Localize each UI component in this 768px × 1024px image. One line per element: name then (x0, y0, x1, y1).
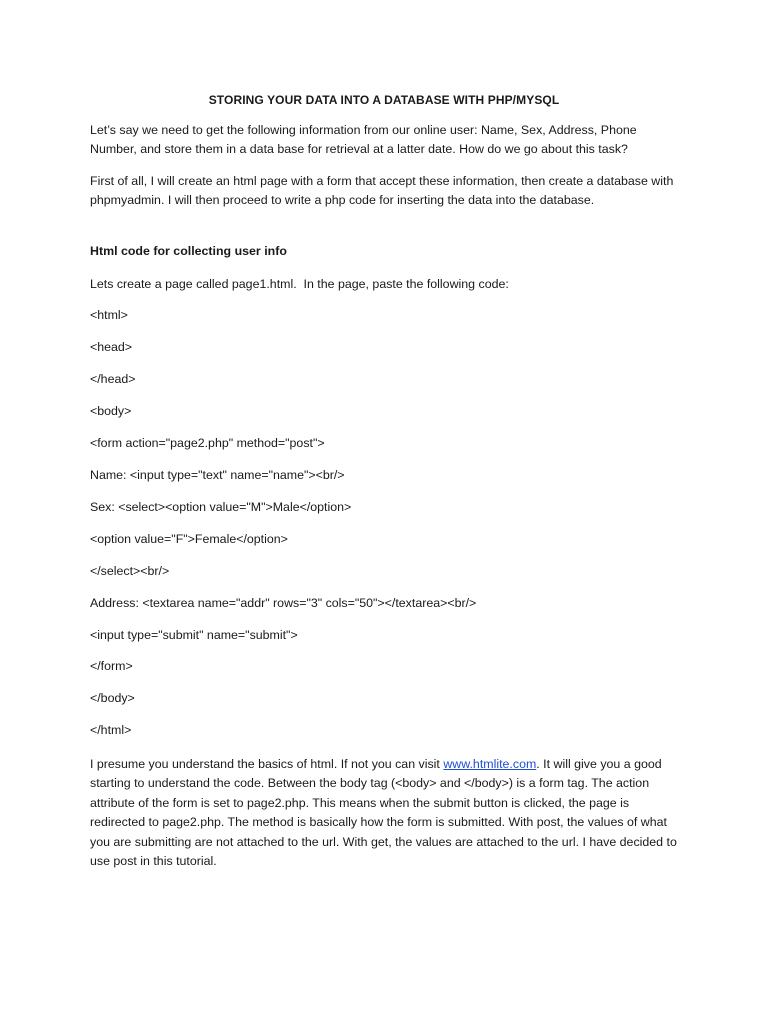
code-line: <option value="F">Female</option> (90, 532, 288, 546)
code-line: </select><br/> (90, 564, 170, 578)
code-line: <head> (90, 340, 133, 354)
intro-paragraph: Let’s say we need to get the following information from our online user: Name, Sex, Address, Phone Number, and store them in a data base for retrieval at a latter date. How do we go about this task? (90, 123, 637, 157)
plan-paragraph: First of all, I will create an html page with a form that accept these information, then create a database with phpmyadmin. I will then proceed to write a php code for inserting the data into the database. (90, 174, 674, 208)
code-line: </form> (90, 659, 133, 673)
code-line: </body> (90, 691, 135, 705)
document-title: STORING YOUR DATA INTO A DATABASE WITH PHP/MYSQL (208, 93, 560, 107)
code-line: <input type="submit" name="submit"> (90, 628, 298, 642)
code-line: <body> (90, 404, 132, 418)
code-line: Name: <input type="text" name="name"><br/> (90, 468, 345, 482)
code-line: <html> (90, 308, 128, 322)
code-line: </html> (90, 723, 132, 737)
code-line: </head> (90, 372, 136, 386)
code-line: Address: <textarea name="addr" rows="3" cols="50"></textarea><br/> (90, 596, 477, 610)
section-heading: Html code for collecting user info (90, 244, 287, 258)
explanation-paragraph (90, 755, 680, 871)
code-line: Sex: <select><option value="M">Male</option> (90, 500, 352, 514)
htmlite-link[interactable]: www.htmlite.com (443, 757, 537, 771)
explanation-text: I presume you understand the basics of html. If not you can visit (90, 757, 444, 771)
page-instruction: Lets create a page called page1.html. In the page, paste the following code: (90, 277, 509, 291)
explanation-text: . It will give you a good starting to understand the code. Between the body tag (<body> and </body>) is a form tag. The action attribute of the form is set to page2.php. This means when the submit button is clicked, the page is redirected to page2.php. The method is basically how the form is submitted. With post, the values of what you are submitting are not attached to the url. With get, the values are attached to the url. I have decided to use post in this tutorial. (90, 757, 677, 869)
code-line: <form action="page2.php" method="post"> (90, 436, 325, 450)
